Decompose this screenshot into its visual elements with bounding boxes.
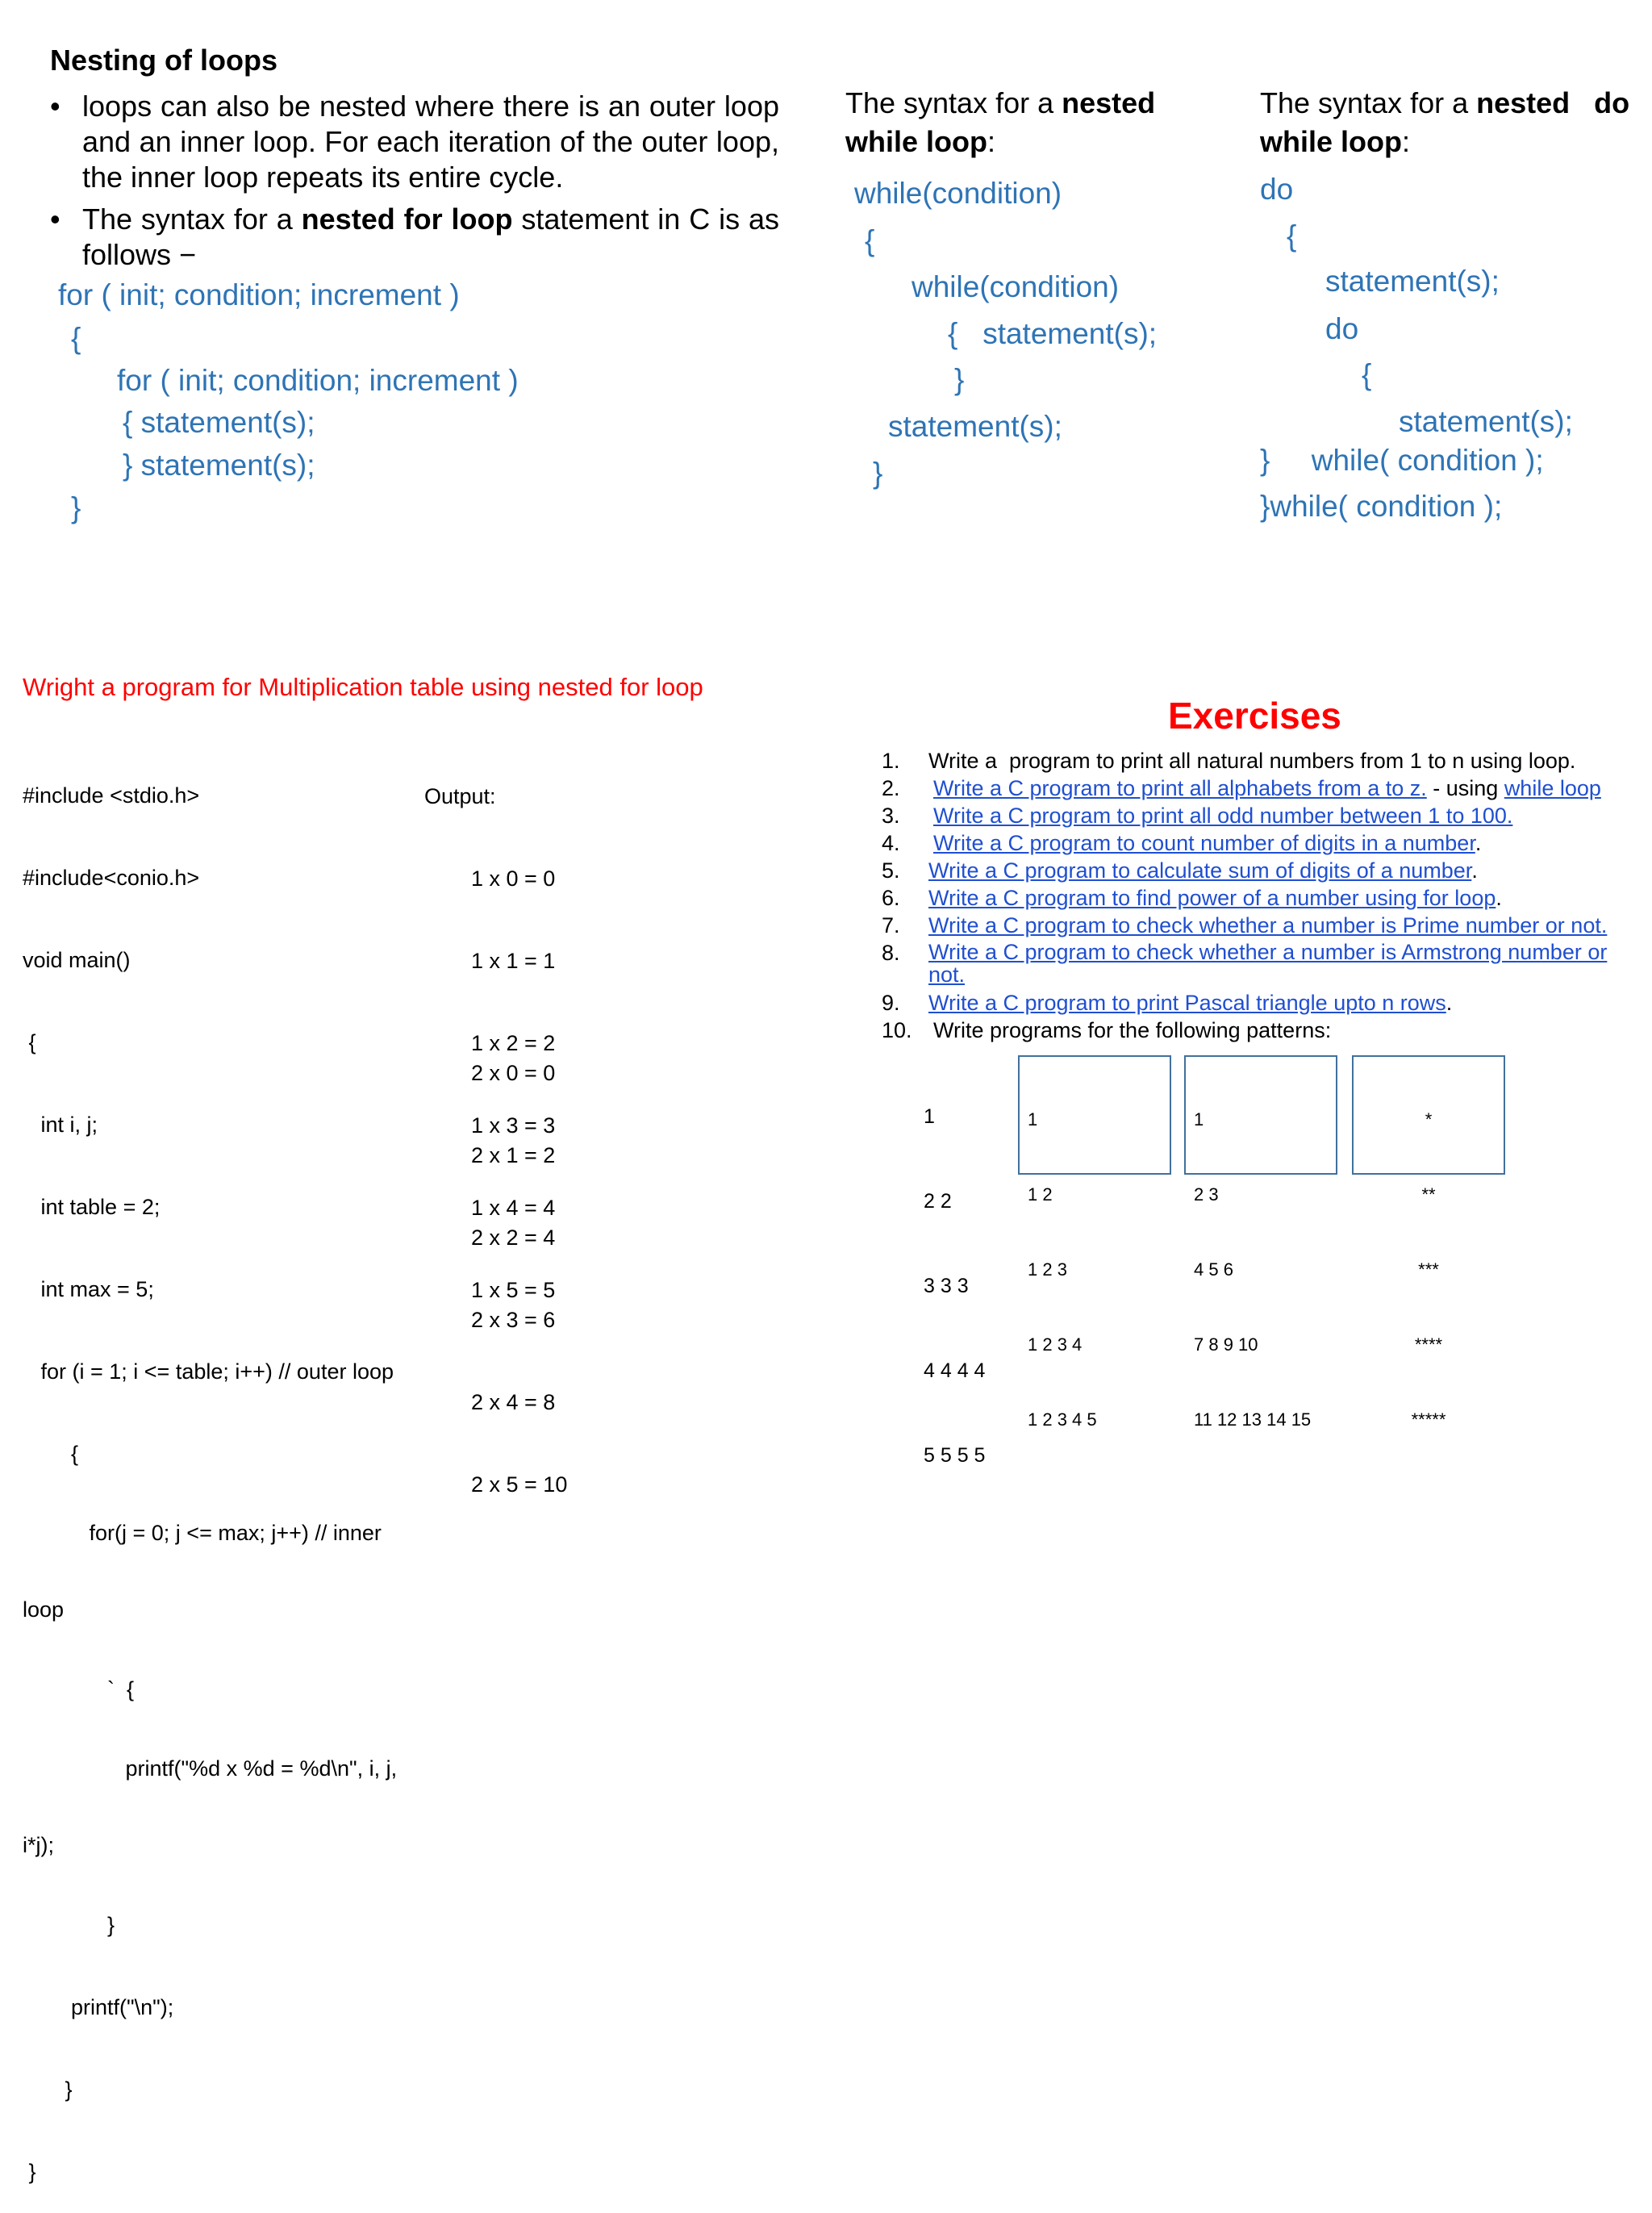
exercise-number: 3. <box>882 804 900 828</box>
bullet-text-bold: nested for loop <box>301 203 513 236</box>
pattern-line: 1 <box>924 1105 935 1128</box>
exercise-text: Write programs for the following patterns: <box>933 1018 1332 1042</box>
exercise-link-while-loop[interactable]: while loop <box>1504 776 1601 800</box>
exercise-item <box>882 1018 1332 1043</box>
pattern-line: 1 2 3 4 <box>1028 1334 1083 1355</box>
output-line: 1 x 1 = 1 <box>471 949 556 973</box>
dowhile-code-line: do <box>1325 312 1359 345</box>
output-line: 2 x 2 = 4 <box>471 1226 556 1250</box>
dowhile-syntax-heading <box>1260 84 1647 161</box>
output-line: 1 x 4 = 4 <box>471 1196 556 1220</box>
code-line: #include <stdio.h> <box>23 783 200 808</box>
code-line: i*j); <box>23 1833 54 1857</box>
output-block-2 <box>471 1004 567 1526</box>
for-code-line: for ( init; condition; increment ) <box>58 278 460 311</box>
code-line: int max = 5; <box>23 1277 154 1301</box>
pattern-plain <box>924 1046 985 1498</box>
while-syntax-heading <box>845 84 1184 161</box>
pattern-line: 4 5 6 <box>1194 1259 1233 1280</box>
program-heading: Wright a program for Multiplication table using nested for loop <box>23 673 703 701</box>
for-code-line: { <box>71 322 81 355</box>
pattern-box-3 <box>1352 1055 1505 1430</box>
while-code-line: while(condition) <box>854 177 1062 210</box>
bullet-text-pre: The syntax for a <box>82 203 302 236</box>
pattern-line: * <box>1425 1109 1433 1129</box>
pattern-line: 4 4 4 4 <box>924 1359 986 1382</box>
dowhile-code-line: } while( condition ); <box>1260 444 1544 477</box>
exercise-number: 4. <box>882 831 900 855</box>
code-line: for(j = 0; j <= max; j++) // inner <box>23 1521 382 1545</box>
exercise-link-continued[interactable]: not. <box>928 962 966 987</box>
pattern-box-2 <box>1184 1055 1337 1430</box>
code-line: ` { <box>23 1677 135 1702</box>
heading-bold: while loop <box>845 125 987 158</box>
bullet-item <box>50 202 779 273</box>
code-line: printf("\n"); <box>23 1995 174 2019</box>
dowhile-code-line: statement(s); <box>1325 265 1500 298</box>
pattern-box-1 <box>1018 1055 1171 1430</box>
exercise-number: 1. <box>882 749 900 773</box>
heading-bold: while loop <box>1260 125 1402 158</box>
exercises-title: Exercises <box>1168 695 1341 737</box>
bullet-dot-icon: • <box>50 90 60 123</box>
output-line: 2 x 3 = 6 <box>471 1308 556 1332</box>
dowhile-code-line: statement(s); <box>1399 405 1573 438</box>
pattern-line: 1 <box>1194 1109 1204 1129</box>
exercise-text <box>928 913 1607 938</box>
output-line: 1 x 5 = 5 <box>471 1278 556 1302</box>
pattern-line: **** <box>1414 1334 1443 1355</box>
exercise-text <box>933 804 1512 829</box>
output-line: 2 x 0 = 0 <box>471 1061 556 1085</box>
exercise-link[interactable]: Write a C program to find power of a number using for loop <box>928 886 1496 910</box>
code-line: } <box>23 2077 73 2102</box>
for-code-line: } <box>71 491 81 524</box>
code-line: { <box>23 1030 36 1054</box>
exercise-link[interactable]: Write a C program to print all alphabets from a to z. <box>933 776 1427 800</box>
for-code-line: } statement(s); <box>123 449 315 482</box>
exercise-text <box>928 886 1502 911</box>
program-code <box>23 727 397 2213</box>
exercise-text-tail: . <box>1471 858 1478 883</box>
code-line: for (i = 1; i <= table; i++) // outer loop <box>23 1359 394 1384</box>
exercise-number: 2. <box>882 776 900 800</box>
section-title-nesting: Nesting of loops <box>50 44 277 77</box>
for-code-line: { statement(s); <box>123 406 315 439</box>
exercise-text-tail: . <box>1496 886 1502 910</box>
exercise-link[interactable]: Write a C program to check whether a number is Armstrong number or <box>928 940 1608 964</box>
exercise-link[interactable]: Write a C program to count number of digits in a number <box>933 831 1475 855</box>
bullet-item <box>50 89 779 195</box>
nesting-bullets <box>50 89 779 273</box>
while-code-line: } <box>873 457 883 490</box>
heading-bold: nested do <box>1476 86 1630 119</box>
exercise-text <box>933 831 1481 856</box>
exercise-text-tail: . <box>1446 991 1453 1015</box>
heading-text: The syntax for a <box>845 86 1062 119</box>
exercise-link[interactable]: Write a C program to calculate sum of digits of a number <box>928 858 1472 883</box>
dowhile-code-line: }while( condition ); <box>1260 490 1503 523</box>
dowhile-code-line: do <box>1260 173 1294 206</box>
exercise-text <box>933 776 1601 801</box>
heading-text: The syntax for a <box>1260 86 1477 119</box>
bullet-text-post: statement in C is as follows − <box>82 203 780 271</box>
pattern-line: ** <box>1421 1184 1436 1205</box>
exercises-list <box>882 749 1640 1015</box>
exercise-number: 5. <box>882 858 900 883</box>
for-code-line: for ( init; condition; increment ) <box>117 364 519 397</box>
bullet-text: loops can also be nested where there is an outer loop and an inner loop. For each iteration of the outer loop, the inner loop repeats its entire cycle. <box>82 90 779 194</box>
exercise-link[interactable]: Write a C program to print Pascal triangle upto n rows <box>928 991 1446 1015</box>
code-line: { <box>23 1442 79 1466</box>
while-code-line: { <box>865 224 875 257</box>
pattern-line: 1 <box>1028 1109 1038 1129</box>
dowhile-code-line: { <box>1362 358 1372 391</box>
code-line: int i, j; <box>23 1113 98 1137</box>
code-line: void main() <box>23 948 131 972</box>
while-code-line: while(condition) <box>912 270 1120 303</box>
pattern-line: *** <box>1418 1259 1439 1280</box>
pattern-line: 1 2 <box>1028 1184 1053 1205</box>
exercise-text: Write a program to print all natural numbers from 1 to n using loop. <box>928 749 1576 773</box>
exercise-text <box>928 991 1452 1016</box>
heading-text: : <box>1402 125 1411 158</box>
bullet-dot-icon: • <box>50 203 60 236</box>
heading-text: : <box>987 125 996 158</box>
pattern-line: ***** <box>1411 1409 1446 1430</box>
pattern-line: 1 2 3 <box>1028 1259 1067 1280</box>
output-line: 1 x 2 = 2 <box>471 1031 556 1055</box>
exercise-number: 6. <box>882 886 900 910</box>
exercise-text <box>928 941 1607 986</box>
while-code-line: statement(s); <box>888 410 1062 443</box>
code-line: int table = 2; <box>23 1195 161 1219</box>
pattern-line: 11 12 13 14 15 <box>1194 1409 1312 1430</box>
output-line: 2 x 1 = 2 <box>471 1143 556 1167</box>
output-line: 1 x 0 = 0 <box>471 866 556 891</box>
pattern-line: 5 5 5 5 <box>924 1444 986 1467</box>
exercise-text-mid: - using <box>1426 776 1504 800</box>
dowhile-code-line: { <box>1287 219 1297 253</box>
code-line: printf("%d x %d = %d\n", i, j, <box>23 1756 398 1781</box>
exercise-text-tail: . <box>1475 831 1482 855</box>
output-line: 1 x 3 = 3 <box>471 1113 556 1138</box>
heading-bold: nested <box>1062 86 1156 119</box>
exercise-number: 10. <box>882 1018 912 1042</box>
code-line: loop <box>23 1597 65 1622</box>
exercise-number: 7. <box>882 913 900 937</box>
while-code-line: } <box>954 363 965 396</box>
pattern-line: 2 3 <box>1194 1184 1219 1205</box>
code-line: } <box>23 1913 115 1937</box>
pattern-line: 2 2 <box>924 1190 952 1213</box>
code-line: #include<conio.h> <box>23 866 200 890</box>
pattern-line: 3 3 3 <box>924 1275 969 1297</box>
exercise-link[interactable]: Write a C program to print all odd number between 1 to 100. <box>933 804 1513 828</box>
exercise-link[interactable]: Write a C program to check whether a number is Prime number or not. <box>928 913 1608 937</box>
while-code-line: { statement(s); <box>948 317 1158 350</box>
pattern-line: 1 2 3 4 5 <box>1028 1409 1097 1430</box>
pattern-line: 7 8 9 10 <box>1194 1334 1258 1355</box>
exercise-number: 9. <box>882 991 900 1015</box>
output-line: 2 x 4 = 8 <box>471 1390 556 1414</box>
exercise-number: 8. <box>882 941 900 965</box>
output-line: 2 x 5 = 10 <box>471 1472 568 1497</box>
exercise-text <box>928 858 1478 883</box>
output-label: Output: <box>424 784 496 808</box>
code-line: } <box>23 2160 36 2184</box>
